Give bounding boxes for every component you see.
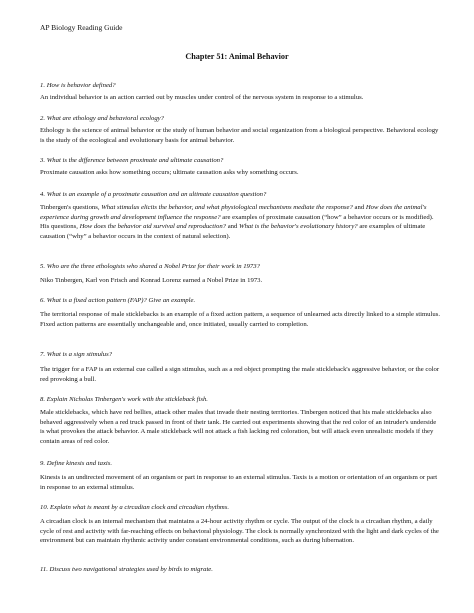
answer-9: Kinesis is an undirected movement of an organism or part in response to an external stimulus. Taxis is a motion or orientation of an organism or part in response to an external stimulus.	[40, 474, 438, 491]
answer-8: Male sticklebacks, which have red bellies, attack other males that invade their nesting territories. Tinbergen noticed that his male sticklebacks also behaved aggressively when a red truck passed in front of their tank. He carried out experiments showing that the red color of an intruder's underside is what provokes the attack behavior. A male stickleback will not attack a fish lacking red coloration, but will attack even unrealistic models if they contain areas of red color.	[40, 409, 437, 445]
answer-4-text-3: are examples of proximate causation (“how” a behavior occurs or is modified). His questions,	[40, 213, 434, 231]
question-10: 10. Explain what is meant by a circadian clock and circadian rhythms.	[40, 504, 230, 511]
question-1: 1. How is behavior defined?	[40, 82, 116, 89]
question-6: 6. What is a fixed action pattern (FAP)? Give an example.	[40, 297, 196, 304]
answer-4-text-4: and	[226, 223, 240, 231]
answer-4-text-2: and	[352, 204, 366, 211]
answer-4	[40, 203, 442, 241]
question-3: 3. What is the difference between proximate and ultimate causation?	[40, 157, 224, 164]
answer-4-text-5: are examples of ultimate causation (“why” a behavior occurs in the context of natural selection).	[40, 223, 426, 240]
answer-4-question-1: What stimulus elicits the behavior, and what physiological mechanisms mediate the response?	[101, 204, 353, 211]
question-5: 5. Who are the three ethologists who shared a Nobel Prize for their work in 1973?	[40, 263, 260, 270]
answer-3: Proximate causation asks how something occurs; ultimate causation asks why something occurs.	[40, 169, 299, 176]
answer-4-text-1: Tinbergen's questions,	[40, 204, 102, 211]
page-header: AP Biology Reading Guide	[40, 23, 123, 32]
question-4: 4. What is an example of a proximate causation and an ultimate causation question?	[40, 191, 267, 198]
answer-4-question-4: What is the behavior's evolutionary history?	[239, 223, 358, 231]
answer-1: An individual behavior is an action carried out by muscles under control of the nervous system in response to a stimulus.	[40, 94, 364, 101]
question-2: 2. What are ethology and behavioral ecology?	[40, 115, 164, 122]
answer-5: Niko Tinbergen, Karl von Frisch and Konrad Lorenz earned a Nobel Prize in 1973.	[40, 277, 263, 284]
answer-10: A circadian clock is an internal mechanism that maintains a 24-hour activity rhythm or cycle. The output of the clock is a circadian rhythm, a daily cycle of rest and activity with far-reaching effects on behavioral physiology. The clock is normally synchronized with the light and dark cycles of the environment but can maintain rhythmic activity under constant environmental conditions, such as during hibernation.	[40, 518, 439, 545]
question-8: 8. Explain Nicholas Tinbergen's work with the stickleback fish.	[40, 396, 208, 403]
answer-6: The territorial response of male sticklebacks is an example of a fixed action pattern, a sequence of unlearned acts directly linked to a simple stimulus. Fixed action patterns are essentially unchangeable and, once initiated, usually carried to completion.	[40, 311, 440, 328]
answer-2: Ethology is the science of animal behavior or the study of human behavior and social organization from a biological perspective. Behavioral ecology is the study of the ecological and evolutionary basis for animal behavior.	[40, 127, 439, 144]
answer-4-question-2: How does the animal's experience during growth and development influence the response?	[40, 204, 427, 221]
answer-4-question-3: How does the behavior aid survival and reproduction?	[79, 223, 227, 231]
question-11: 11. Discuss two navigational strategies used by birds to migrate.	[40, 566, 213, 573]
question-7: 7. What is a sign stimulus?	[40, 351, 113, 358]
answer-7: The trigger for a FAP is an external cue called a sign stimulus, such as a red object prompting the male stickleback's aggressive behavior, or the color red provoking a bull.	[40, 366, 440, 383]
chapter-title: Chapter 51: Animal Behavior	[185, 52, 289, 61]
question-9: 9. Define kinesis and taxis.	[40, 460, 113, 467]
